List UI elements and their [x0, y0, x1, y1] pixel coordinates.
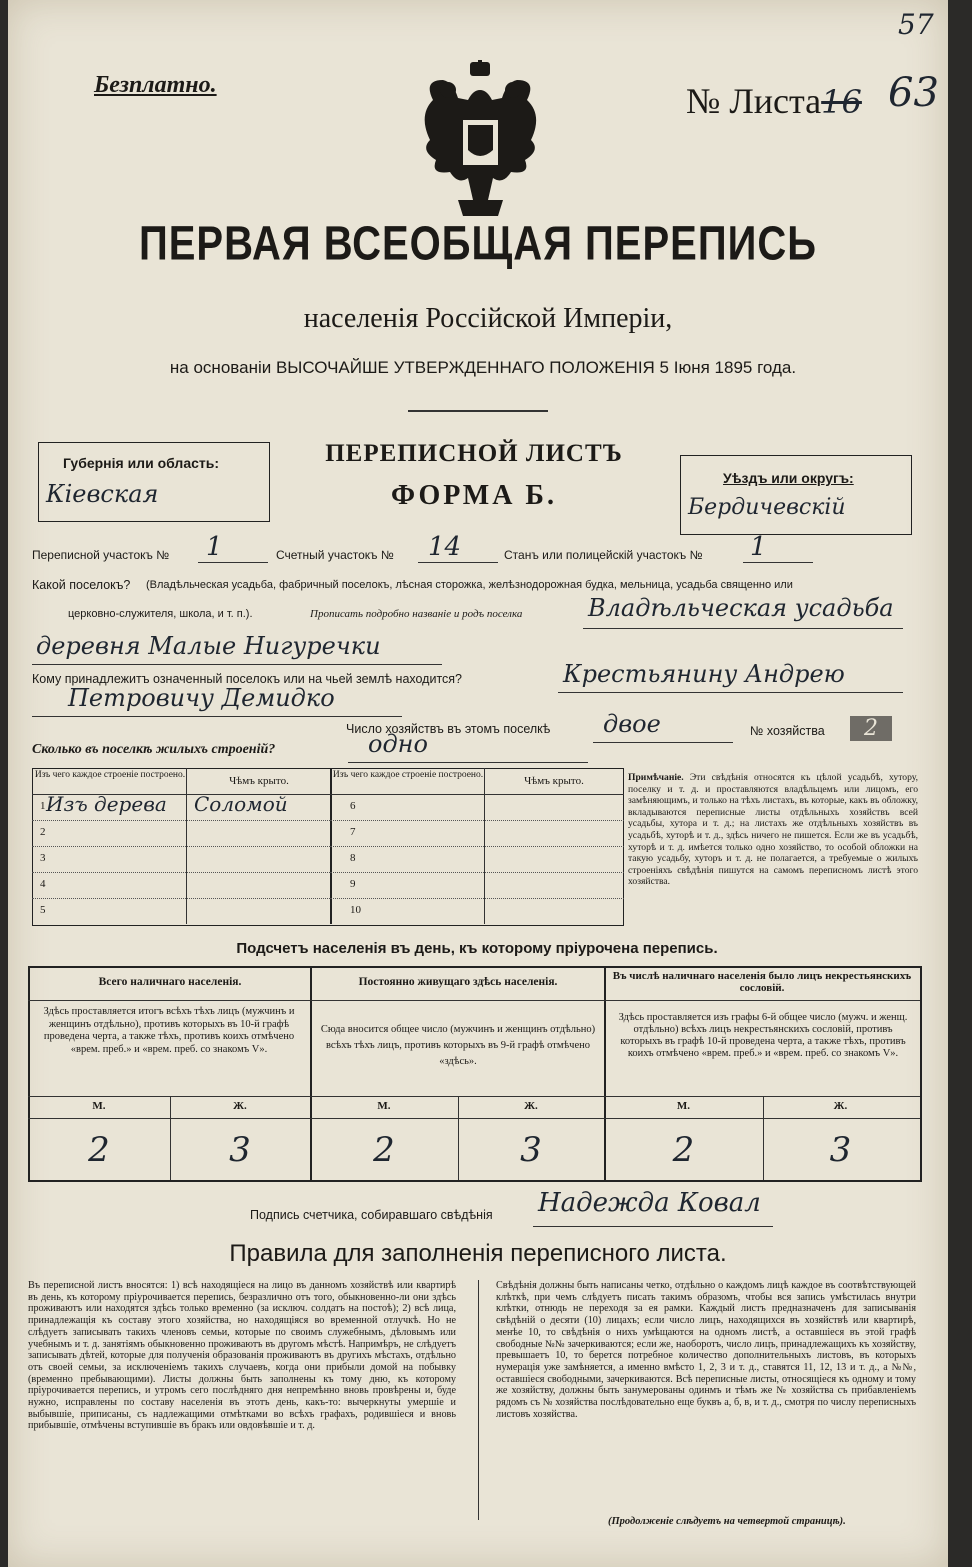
row-number: 3	[40, 852, 46, 864]
poselok-line-2	[32, 664, 442, 665]
note-text: Эти свѣдѣнія относятся къ цѣлой усадьбѣ, хутору, поселку и т. д. и проставляются владѣльцемъ или лицомъ, его замѣняющимъ, и только на тѣхъ листахъ, въ которые, какъ въ обложку, вкладываются переписные листы отдѣльныхъ хозяйствъ всей усадьбы, хутора и т. д.; на листахъ же отдѣльныхъ хозяйствъ въ усадьбѣ, хуторѣ и т. д., здѣсь ничего не пишется. Если же въ усадьбѣ, хуторѣ и т. д. имѣется только одно хозяйство, то особой обложки на такую усадьбу, хуторъ и т. д. не полагается, а требуемые о жилыхъ строеніяхъ свѣдѣнія пишутся на самомъ переписномъ листѣ этого хозяйства.	[628, 772, 919, 888]
signature-line	[533, 1226, 773, 1227]
row-number: 6	[350, 800, 356, 812]
building-material: Изъ дерева	[46, 792, 167, 816]
form-title: ПЕРЕПИСНОЙ ЛИСТЪ	[325, 440, 623, 467]
rules-continuation: (Продолженіе слѣдуетъ на четвертой страницѣ).	[608, 1516, 846, 1527]
perepisnoy-label: Переписной участокъ №	[32, 548, 170, 562]
row-number: 4	[40, 878, 46, 890]
female-header: Ж.	[233, 1100, 247, 1112]
schetny-line	[418, 562, 498, 563]
schetny-label: Счетный участокъ №	[276, 548, 394, 562]
non-peasant-desc: Здѣсь проставляется изъ графы 6-й общее число (мужч. и женщ. отдѣльно) всѣхъ лицъ некрестьянскихъ сословій, противъ которыхъ въ графѣ 10-й проведена черта, а также тѣхъ, противъ коихъ отмѣчено «врем. преб.» и «врем. преб. со знакомъ V».	[618, 1012, 908, 1059]
owner-question: Кому принадлежитъ означенный поселокъ или на чьей землѣ находится?	[32, 672, 463, 686]
female-header: Ж.	[833, 1100, 848, 1112]
non-peasant-title: Въ числѣ наличнаго населенія было лицъ некрестьянскихъ сословій.	[612, 970, 912, 994]
female-count: 3	[229, 1130, 251, 1170]
row-number: 10	[350, 904, 361, 916]
owner-line-2	[32, 716, 402, 717]
male-header: М.	[377, 1100, 391, 1112]
households-line	[593, 742, 733, 743]
col-material-header-right: Изъ чего каждое строеніе построено.	[332, 770, 484, 780]
poselok-question: Какой поселокъ?	[32, 578, 131, 592]
poselok-instruction: Прописать подробно названіе и родъ поселка	[310, 608, 523, 620]
schetny-value: 14	[428, 532, 462, 562]
signature-label: Подпись счетчика, собиравшаго свѣдѣнія	[250, 1208, 493, 1222]
census-subtitle: населенія Россійской Имперіи,	[303, 303, 673, 334]
male-count: 2	[672, 1130, 695, 1170]
signature-value: Надежда Ковал	[538, 1188, 761, 1218]
female-header: Ж.	[524, 1100, 538, 1112]
buildings-label: Сколько въ поселкѣ жилыхъ строеній?	[32, 742, 276, 757]
poselok-value-2: деревня Малые Нигуречки	[36, 632, 381, 660]
title-divider	[408, 410, 548, 412]
poselok-hint: (Владѣльческая усадьба, фабричный поселокъ, лѣсная сторожка, желѣзнодорожная будка, мельница, усадьба священно или	[146, 579, 793, 591]
household-no-label: № хозяйства	[750, 724, 825, 738]
row-number: 8	[350, 852, 356, 864]
form-letter: ФОРМА Б.	[391, 480, 557, 511]
male-header: М.	[92, 1100, 106, 1112]
owner-line	[558, 692, 903, 693]
female-count: 3	[829, 1130, 852, 1170]
owner-value-2: Петровичу Демидко	[68, 684, 335, 712]
households-value: двое	[603, 710, 661, 738]
sheet-number-label: № Листа16	[686, 81, 862, 121]
building-roof: Соломой	[194, 792, 288, 816]
census-sheet	[8, 0, 948, 1567]
stan-line	[743, 562, 813, 563]
census-title: ПЕРВАЯ ВСЕОБЩАЯ ПЕРЕПИСЬ	[139, 217, 817, 271]
guberniya-value: Кіевская	[46, 480, 159, 508]
row-number: 7	[350, 826, 356, 838]
col-material-header-left: Изъ чего каждое строеніе построено.	[34, 770, 186, 780]
total-population-title: Всего наличнаго населенія.	[98, 976, 242, 988]
col-roof-header-left: Чѣмъ крыто.	[229, 775, 289, 787]
buildings-note	[628, 772, 918, 888]
margin-number-2: 63	[888, 70, 939, 116]
col-roof-header-right: Чѣмъ крыто.	[524, 775, 584, 787]
note-title: Примѣчаніе.	[628, 772, 684, 783]
population-heading: Подсчетъ населенія въ день, къ которому пріурочена перепись.	[236, 940, 718, 957]
total-population-desc: Здѣсь проставляется итогъ всѣхъ тѣхъ лицъ (мужчинъ и женщинъ отдѣльно), противъ которыхъ въ 10-й графѣ проведена черта, а также тѣхъ, противъ коихъ отмѣчено «врем. преб.» и «врем. преб. со знакомъ V».	[43, 1006, 295, 1055]
free-label: Безплатно.	[94, 72, 217, 98]
perepisnoy-value: 1	[206, 532, 223, 562]
male-header: М.	[676, 1100, 691, 1112]
rules-left-text: Въ переписной листъ вносятся: 1) всѣ находящіеся на лицо въ данномъ хозяйствѣ или квартирѣ въ день, къ которому пріурочивается перепись, безразлично отъ того, обыкновенно-ли они здѣсь проживаютъ или находятся здѣсь только временно (за исключ. солдатъ на постоѣ); 2) всѣ лица, принадлежащія къ составу этого хозяйства, но находящіяся во временной отлучкѣ. Но не слѣдуетъ записывать такихъ членовъ семьи, которые по своимъ служебнымъ, дѣловымъ или учебнымъ и т. д. занятіямъ обыкновенно проживаютъ въ другомъ мѣстѣ. Напримѣръ, не слѣдуетъ записывать дѣтей, которые для полученія образованія проживаютъ въ другихъ мѣстахъ, отдѣльно отъ своей семьи, за исключеніемъ такихъ случаевъ, когда они прибыли домой на побывку (временно пребывающими). Листы должны быть заполнены къ тому дню, къ которому пріурочивается перепись, и утромъ сего послѣдняго дня непремѣнно вновь провѣрены и, буде нужно, исправлены по составу населенія въ этотъ день, какъ-то: вычеркнуты умершіе и выбывшіе, приписаны, съ надлежащими отмѣтками во всѣхъ графахъ, родившіеся и вновь прибывшіе, отмѣчены вступившіе въ бракъ или овдовѣвшіе и т. д.	[28, 1280, 456, 1432]
permanent-population-desc: Сюда вносится общее число (мужчинъ и женщинъ отдѣльно) всѣхъ тѣхъ лицъ, противъ которыхъ въ 9-й графѣ отмѣчено «здѣсь».	[320, 1024, 596, 1067]
rules-title: Правила для заполненія переписного листа.	[229, 1240, 727, 1267]
guberniya-label: Губернія или область:	[63, 455, 220, 471]
uezd-label: Уѣздъ или округъ:	[723, 470, 854, 486]
stan-value: 1	[750, 532, 767, 562]
sheet-number-value: 16	[821, 83, 862, 121]
row-number: 5	[40, 904, 46, 916]
margin-number-1: 57	[898, 8, 934, 41]
row-number: 1	[40, 800, 46, 812]
poselok-hint-2: церковно-служителя, школа, и т. п.).	[68, 608, 253, 620]
buildings-line	[348, 762, 588, 763]
uezd-value: Бердичевскій	[688, 495, 846, 520]
poselok-value: Владѣльческая усадьба	[588, 594, 894, 622]
male-count: 2	[88, 1130, 110, 1170]
male-count: 2	[373, 1130, 395, 1170]
households-label: Число хозяйствъ въ этомъ поселкѣ	[346, 722, 551, 736]
double-headed-eagle-icon	[413, 60, 548, 220]
buildings-value: одно	[368, 730, 428, 758]
row-number: 9	[350, 878, 356, 890]
poselok-line	[583, 628, 903, 629]
perepisnoy-line	[198, 562, 268, 563]
rules-right-text: Свѣдѣнія должны быть написаны четко, отдѣльно о каждомъ лицѣ каждое въ соотвѣтствующей клѣткѣ, при чемъ слѣдуетъ писать такимъ образомъ, чтобы вся запись умѣстилась внутри клѣтки, отнюдь не переходя за ея рамки. Каждый листъ предназначенъ для записыванія свѣдѣній о десяти (10) лицахъ; если число лицъ, находящихся въ хозяйствѣ или квартирѣ, менѣе 10, то свѣдѣнія о нихъ умѣщаются на одномъ листѣ, а оставшіеся въ этой графѣ свободные №№ зачеркиваются; если же, наоборотъ, число лицъ, принадлежащихъ къ хозяйству, превышаетъ 10, то берется потребное количество дополнительныхъ листовъ, въ которыхъ нумерація уже замѣняется, а именно вмѣсто 1, 2, 3 и т. д., ставятся 11, 12, 13 и т. д., а №№, оставшіеся свободными, зачеркиваются. Всѣ переписные листы, относящіеся къ одному и тому же хозяйству, должны быть занумерованы одинмъ и тѣмъ же № хозяйства съ прибавленіемъ рядомъ съ № хозяйства послѣдовательно еще буквъ а, б, в, и т. д., смотря по числу переписныхъ листовъ хозяйства.	[496, 1280, 916, 1420]
census-basis: на основаніи ВЫСОЧАЙШЕ УТВЕРЖДЕННАГО ПОЛОЖЕНІЯ 5 Іюня 1895 года.	[169, 358, 797, 377]
household-no-value: 2	[850, 716, 892, 741]
stan-label: Станъ или полицейскій участокъ №	[504, 548, 703, 562]
female-count: 3	[520, 1130, 542, 1170]
owner-value: Крестьянину Андрею	[563, 660, 845, 688]
row-number: 2	[40, 826, 46, 838]
permanent-population-title: Постоянно живущаго здѣсь населенія.	[358, 976, 558, 988]
